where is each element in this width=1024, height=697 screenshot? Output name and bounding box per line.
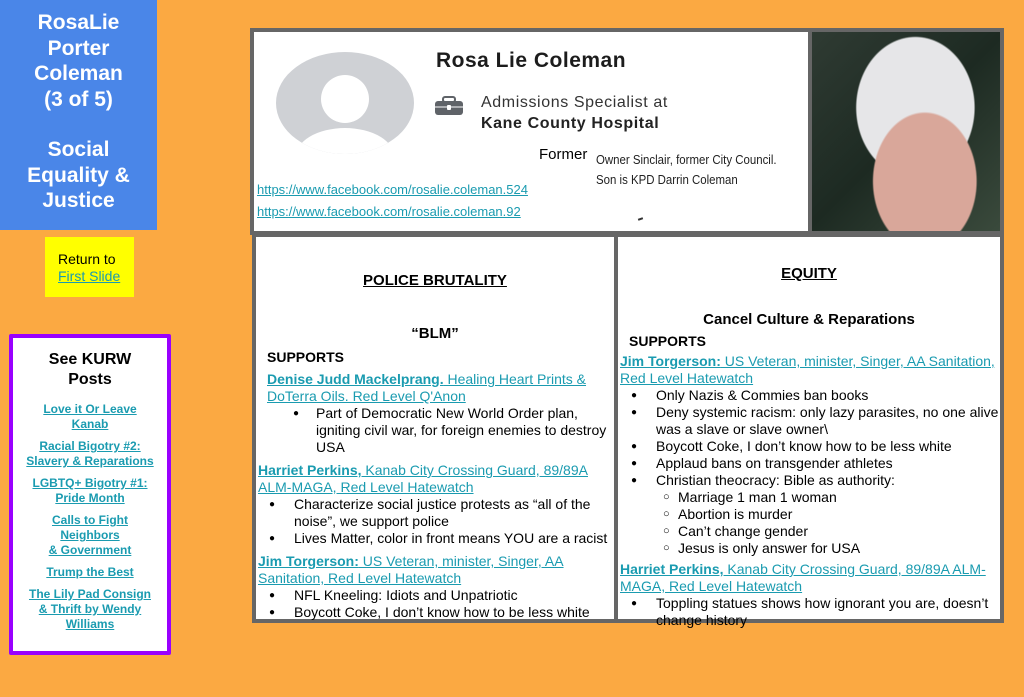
title-line: (3 of 5) bbox=[44, 87, 113, 111]
bullet-item: ● Christian theocracy: Bible as authority: bbox=[618, 472, 1000, 489]
panel-title: EQUITY bbox=[781, 265, 837, 282]
bullet-item: ● NFL Kneeling: Idiots and Unpatriotic bbox=[256, 587, 614, 604]
kurw-link-trump-the-best[interactable]: Trump the Best bbox=[46, 565, 134, 579]
facebook-link-92[interactable]: https://www.facebook.com/rosalie.coleman.92 bbox=[257, 204, 521, 219]
slide-title-box bbox=[0, 0, 157, 230]
kurw-posts-box bbox=[9, 334, 171, 655]
kurw-header-line: See KURW bbox=[48, 351, 132, 368]
sub-bullet-item: ○ Marriage 1 man 1 woman bbox=[618, 489, 1000, 506]
topic-line: Justice bbox=[42, 189, 115, 212]
bullet-list bbox=[256, 587, 614, 621]
bullet-item: ● Characterize social justice protests as “all of the noise”, we support police bbox=[256, 496, 614, 530]
job-title: Admissions Specialist at bbox=[481, 94, 668, 111]
return-label: Return to bbox=[58, 251, 116, 267]
bullet-item: ● Part of Democratic New World Order plan, igniting civil war, for foreign enemies to destroy USA bbox=[256, 405, 614, 456]
profile-name: Rosa Lie Coleman bbox=[436, 49, 627, 72]
job-employer: Kane County Hospital bbox=[481, 115, 660, 132]
bullet-list bbox=[256, 496, 614, 547]
police-brutality-panel bbox=[252, 233, 618, 623]
equity-panel bbox=[614, 233, 1004, 628]
bullet-list bbox=[618, 387, 1000, 489]
topic-line: Equality & bbox=[27, 163, 130, 187]
panel-subtitle: Cancel Culture & Reparations bbox=[703, 311, 915, 328]
bullet-item: ● Deny systemic racism: only lazy parasites, no one alive was a slave or slave owner\ bbox=[618, 404, 1000, 438]
kurw-header-line: Posts bbox=[68, 371, 112, 388]
kurw-link-lily-pad[interactable]: The Lily Pad Consign & Thrift by Wendy Williams bbox=[28, 587, 151, 631]
person-link[interactable]: Denise Judd Mackelprang. Healing Heart Prints & DoTerra Oils. Red Level Q'Anon bbox=[267, 371, 587, 404]
first-slide-link[interactable]: First Slide bbox=[58, 268, 121, 284]
former-note: Owner Sinclair, former City Council. Son is KPD Darrin Coleman bbox=[596, 152, 777, 187]
bullet-item: ● Only Nazis & Commies ban books bbox=[618, 387, 1000, 404]
bullet-item: ● Applaud bans on transgender athletes bbox=[618, 455, 1000, 472]
sub-bullet-item: ○ Abortion is murder bbox=[618, 506, 1000, 523]
kurw-link-lgbtq-bigotry[interactable]: LGBTQ+ Bigotry #1: Pride Month bbox=[32, 476, 148, 505]
bullet-list bbox=[256, 405, 614, 456]
bullet-item: ● Toppling statues shows how ignorant you are, doesn’t change history bbox=[618, 595, 1000, 629]
title-line: RosaLie bbox=[37, 11, 120, 34]
return-box bbox=[45, 237, 134, 297]
sub-bullet-item: ○ Can’t change gender bbox=[618, 523, 1000, 540]
panel-title: POLICE BRUTALITY bbox=[363, 272, 507, 289]
person-link[interactable]: Harriet Perkins, Kanab City Crossing Guard, 89/89A ALM-MAGA, Red Level Hatewatch bbox=[258, 462, 588, 495]
topic-line: Social bbox=[47, 138, 110, 161]
title-line: Coleman bbox=[34, 62, 123, 85]
sub-bullet-list bbox=[618, 489, 1000, 557]
supports-label: SUPPORTS bbox=[629, 333, 707, 349]
briefcase-icon bbox=[434, 96, 464, 116]
kurw-link-calls-to-fight[interactable]: Calls to Fight Neighbors & Government bbox=[48, 513, 132, 557]
panel-subtitle: “BLM” bbox=[411, 325, 459, 342]
title-line: Porter bbox=[47, 36, 110, 60]
bullet-list bbox=[618, 595, 1000, 629]
profile-photo bbox=[808, 32, 1000, 231]
former-label: Former bbox=[539, 146, 588, 163]
person-link[interactable]: Harriet Perkins, Kanab City Crossing Guard, 89/89A ALM-MAGA, Red Level Hatewatch bbox=[620, 561, 986, 594]
stray-mark bbox=[638, 217, 643, 221]
bullet-item: ● Boycott Coke, I don’t know how to be less white bbox=[618, 438, 1000, 455]
supports-label: SUPPORTS bbox=[267, 349, 345, 365]
profile-job bbox=[481, 92, 668, 134]
kurw-link-racial-bigotry[interactable]: Racial Bigotry #2: Slavery & Reparations bbox=[26, 439, 154, 468]
kurw-header bbox=[13, 350, 167, 390]
bullet-item: ● Lives Matter, color in front means YOU are a racist bbox=[256, 530, 614, 547]
default-avatar-icon bbox=[276, 52, 414, 154]
kurw-link-love-it-or-leave[interactable]: Love it Or Leave Kanab bbox=[43, 402, 137, 431]
facebook-link-524[interactable]: https://www.facebook.com/rosalie.coleman.524 bbox=[257, 182, 528, 197]
person-link[interactable]: Jim Torgerson: US Veteran, minister, Singer, AA Sanitation, Red Level Hatewatch bbox=[258, 553, 564, 586]
person-link[interactable]: Jim Torgerson: US Veteran, minister, Singer, AA Sanitation, Red Level Hatewatch bbox=[620, 353, 995, 386]
sub-bullet-item: ○ Jesus is only answer for USA bbox=[618, 540, 1000, 557]
profile-card bbox=[250, 28, 1004, 235]
bullet-item: ● Boycott Coke, I don’t know how to be less white bbox=[256, 604, 614, 621]
